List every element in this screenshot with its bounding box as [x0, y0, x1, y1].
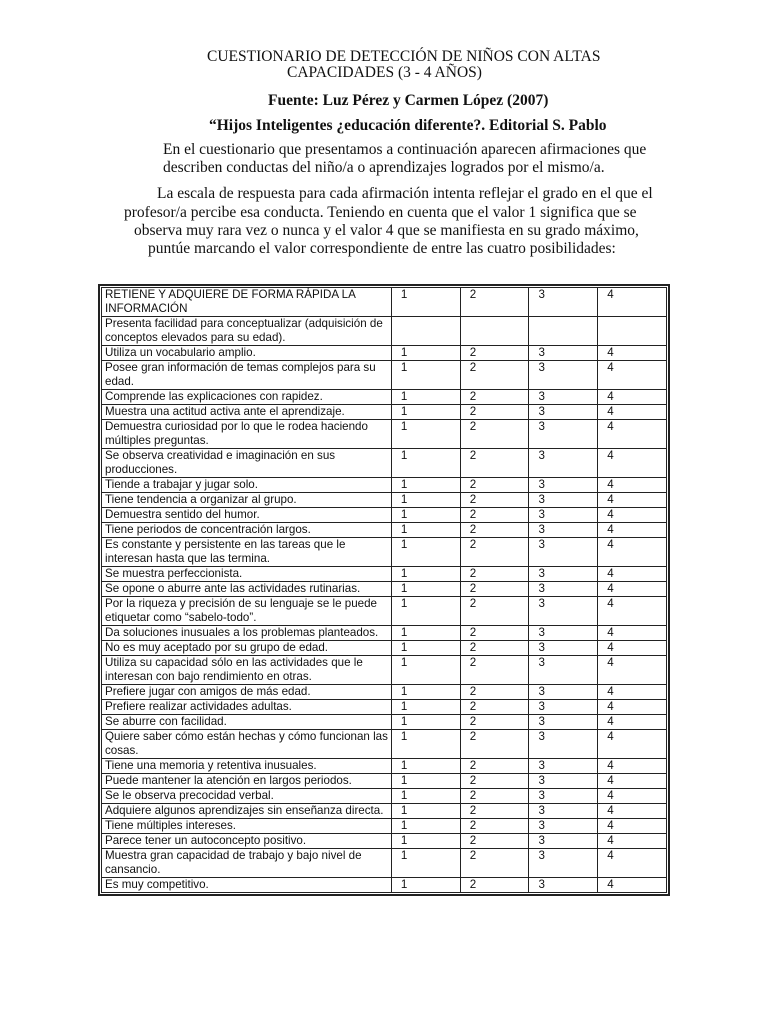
rating-option-1[interactable]: 1	[391, 789, 460, 804]
rating-option-3[interactable]: 3	[529, 774, 598, 789]
rating-option-2[interactable]: 2	[460, 361, 529, 390]
table-row	[102, 656, 667, 685]
rating-option-3[interactable]: 3	[529, 538, 598, 567]
table-row	[102, 567, 667, 582]
item-text: RETIENE Y ADQUIERE DE FORMA RÁPIDA LA INFORMACIÓN	[102, 288, 392, 317]
title-line-2: CAPACIDADES (3 - 4 AÑOS)	[287, 64, 482, 81]
table-row	[102, 834, 667, 849]
rating-option-2[interactable]: 2	[460, 804, 529, 819]
rating-option-3[interactable]: 3	[529, 493, 598, 508]
rating-option-2[interactable]: 2	[460, 849, 529, 878]
rating-option-2[interactable]: 2	[460, 715, 529, 730]
item-text: Se opone o aburre ante las actividades rutinarias.	[102, 582, 392, 597]
rating-option-3[interactable]: 3	[529, 420, 598, 449]
scale-line-3: observa muy rara vez o nunca y el valor 4 que se manifiesta en su grado máximo,	[134, 222, 639, 239]
rating-option-3[interactable]: 3	[529, 626, 598, 641]
rating-option-2[interactable]: 2	[460, 420, 529, 449]
table-row	[102, 700, 667, 715]
table-row	[102, 361, 667, 390]
rating-option-2[interactable]: 2	[460, 478, 529, 493]
item-text: Tiene periodos de concentración largos.	[102, 523, 392, 538]
rating-option-4[interactable]: 4	[598, 346, 667, 361]
rating-option-1[interactable]: 1	[391, 493, 460, 508]
rating-option-1[interactable]: 1	[391, 449, 460, 478]
rating-option-3[interactable]: 3	[529, 567, 598, 582]
rating-option-2[interactable]: 2	[460, 390, 529, 405]
rating-option-2[interactable]: 2	[460, 523, 529, 538]
rating-option-1[interactable]: 1	[391, 523, 460, 538]
item-text: Adquiere algunos aprendizajes sin enseñanza directa.	[102, 804, 392, 819]
rating-option-4[interactable]: 4	[598, 449, 667, 478]
table-row	[102, 288, 667, 317]
table-row	[102, 878, 667, 893]
rating-option-1[interactable]: 1	[391, 849, 460, 878]
rating-option-1[interactable]: 1	[391, 685, 460, 700]
rating-option-3[interactable]: 3	[529, 478, 598, 493]
rating-option-2[interactable]: 2	[460, 597, 529, 626]
rating-option-3[interactable]: 3	[529, 346, 598, 361]
rating-option-3[interactable]: 3	[529, 523, 598, 538]
table-row	[102, 346, 667, 361]
rating-option-3[interactable]: 3	[529, 288, 598, 317]
rating-option-4[interactable]: 4	[598, 730, 667, 759]
rating-option-2[interactable]: 2	[460, 567, 529, 582]
rating-option-4[interactable]: 4	[598, 390, 667, 405]
item-text: Se aburre con facilidad.	[102, 715, 392, 730]
rating-option-4[interactable]: 4	[598, 597, 667, 626]
table-row	[102, 849, 667, 878]
rating-option-2[interactable]: 2	[460, 789, 529, 804]
rating-option-1[interactable]: 1	[391, 538, 460, 567]
table-row	[102, 774, 667, 789]
rating-option-4[interactable]: 4	[598, 420, 667, 449]
rating-option-2[interactable]: 2	[460, 582, 529, 597]
rating-option-1[interactable]: 1	[391, 478, 460, 493]
rating-option-4[interactable]: 4	[598, 493, 667, 508]
rating-option-4[interactable]: 4	[598, 759, 667, 774]
rating-option-2[interactable]: 2	[460, 759, 529, 774]
questionnaire-body	[102, 288, 667, 893]
item-text: Se observa creatividad e imaginación en sus producciones.	[102, 449, 392, 478]
item-text: Tiene tendencia a organizar al grupo.	[102, 493, 392, 508]
rating-option-1[interactable]: 1	[391, 626, 460, 641]
rating-option-1[interactable]: 1	[391, 819, 460, 834]
rating-option-3[interactable]: 3	[529, 405, 598, 420]
rating-option-2[interactable]: 2	[460, 538, 529, 567]
rating-option-1[interactable]: 1	[391, 759, 460, 774]
rating-option-1[interactable]: 1	[391, 730, 460, 759]
item-text: Tiende a trabajar y jugar solo.	[102, 478, 392, 493]
rating-option-4[interactable]: 4	[598, 567, 667, 582]
rating-option-3[interactable]: 3	[529, 849, 598, 878]
item-text: Muestra una actitud activa ante el aprendizaje.	[102, 405, 392, 420]
rating-option-2[interactable]: 2	[460, 700, 529, 715]
rating-option-1[interactable]: 1	[391, 804, 460, 819]
rating-option-2[interactable]: 2	[460, 493, 529, 508]
rating-option-4[interactable]: 4	[598, 523, 667, 538]
intro-line-2: describen conductas del niño/a o aprendizajes logrados por el mismo/a.	[163, 159, 605, 176]
table-row	[102, 804, 667, 819]
table-row	[102, 759, 667, 774]
rating-option-3[interactable]: 3	[529, 641, 598, 656]
rating-option-2[interactable]: 2	[460, 626, 529, 641]
rating-option-3[interactable]: 3	[529, 582, 598, 597]
rating-option-1[interactable]: 1	[391, 597, 460, 626]
rating-option-2[interactable]: 2	[460, 449, 529, 478]
item-text: Se muestra perfeccionista.	[102, 567, 392, 582]
rating-option-4[interactable]: 4	[598, 405, 667, 420]
rating-option-1[interactable]: 1	[391, 774, 460, 789]
item-text: Es constante y persistente en las tareas que le interesan hasta que las termina.	[102, 538, 392, 567]
rating-option-2[interactable]	[460, 317, 529, 346]
rating-option-4[interactable]: 4	[598, 626, 667, 641]
rating-option-3[interactable]: 3	[529, 715, 598, 730]
table-row	[102, 730, 667, 759]
rating-option-4[interactable]: 4	[598, 361, 667, 390]
rating-option-1[interactable]: 1	[391, 405, 460, 420]
rating-option-1[interactable]: 1	[391, 582, 460, 597]
item-text: Muestra gran capacidad de trabajo y bajo nivel de cansancio.	[102, 849, 392, 878]
item-text: Por la riqueza y precisión de su lenguaje se le puede etiquetar como “sabelo-todo”.	[102, 597, 392, 626]
item-text: Demuestra curiosidad por lo que le rodea haciendo múltiples preguntas.	[102, 420, 392, 449]
rating-option-4[interactable]: 4	[598, 700, 667, 715]
item-text: Puede mantener la atención en largos periodos.	[102, 774, 392, 789]
item-text: Prefiere jugar con amigos de más edad.	[102, 685, 392, 700]
rating-option-2[interactable]: 2	[460, 730, 529, 759]
rating-option-2[interactable]: 2	[460, 819, 529, 834]
rating-option-1[interactable]: 1	[391, 420, 460, 449]
rating-option-2[interactable]: 2	[460, 878, 529, 893]
rating-option-3[interactable]: 3	[529, 390, 598, 405]
rating-option-4[interactable]: 4	[598, 834, 667, 849]
rating-option-4[interactable]: 4	[598, 478, 667, 493]
rating-option-4[interactable]: 4	[598, 849, 667, 878]
item-text: Tiene múltiples intereses.	[102, 819, 392, 834]
rating-option-1[interactable]: 1	[391, 288, 460, 317]
table-row	[102, 819, 667, 834]
rating-option-1[interactable]	[391, 317, 460, 346]
item-text: Posee gran información de temas complejos para su edad.	[102, 361, 392, 390]
item-text: Demuestra sentido del humor.	[102, 508, 392, 523]
scale-line-4: puntúe marcando el valor correspondiente de entre las cuatro posibilidades:	[148, 240, 616, 257]
rating-option-4[interactable]: 4	[598, 508, 667, 523]
item-text: Parece tener un autoconcepto positivo.	[102, 834, 392, 849]
rating-option-2[interactable]: 2	[460, 508, 529, 523]
item-text: Prefiere realizar actividades adultas.	[102, 700, 392, 715]
table-row	[102, 715, 667, 730]
rating-option-1[interactable]: 1	[391, 361, 460, 390]
rating-option-3[interactable]: 3	[529, 804, 598, 819]
rating-option-4[interactable]: 4	[598, 685, 667, 700]
rating-option-4[interactable]	[598, 317, 667, 346]
intro-line-1: En el cuestionario que presentamos a continuación aparecen afirmaciones que	[163, 141, 647, 158]
table-row	[102, 538, 667, 567]
rating-option-3[interactable]: 3	[529, 834, 598, 849]
rating-option-2[interactable]: 2	[460, 834, 529, 849]
table-row	[102, 390, 667, 405]
item-text: Comprende las explicaciones con rapidez.	[102, 390, 392, 405]
rating-option-1[interactable]: 1	[391, 715, 460, 730]
item-text: Presenta facilidad para conceptualizar (adquisición de conceptos elevados para su edad).	[102, 317, 392, 346]
rating-option-4[interactable]: 4	[598, 288, 667, 317]
rating-option-3[interactable]: 3	[529, 508, 598, 523]
rating-option-3[interactable]: 3	[529, 597, 598, 626]
rating-option-2[interactable]: 2	[460, 774, 529, 789]
table-row	[102, 508, 667, 523]
rating-option-2[interactable]: 2	[460, 641, 529, 656]
item-text: Se le observa precocidad verbal.	[102, 789, 392, 804]
rating-option-1[interactable]: 1	[391, 641, 460, 656]
rating-option-3[interactable]: 3	[529, 789, 598, 804]
questionnaire-table	[101, 287, 667, 893]
rating-option-4[interactable]: 4	[598, 804, 667, 819]
table-row	[102, 685, 667, 700]
rating-option-3[interactable]: 3	[529, 730, 598, 759]
rating-option-4[interactable]: 4	[598, 641, 667, 656]
rating-option-1[interactable]: 1	[391, 346, 460, 361]
rating-option-2[interactable]: 2	[460, 346, 529, 361]
rating-option-4[interactable]: 4	[598, 538, 667, 567]
table-row	[102, 493, 667, 508]
rating-option-3[interactable]: 3	[529, 449, 598, 478]
item-text: Quiere saber cómo están hechas y cómo funcionan las cosas.	[102, 730, 392, 759]
rating-option-1[interactable]: 1	[391, 390, 460, 405]
table-row	[102, 789, 667, 804]
rating-option-1[interactable]: 1	[391, 508, 460, 523]
rating-option-3[interactable]: 3	[529, 700, 598, 715]
rating-option-1[interactable]: 1	[391, 567, 460, 582]
scale-line-2: profesor/a percibe esa conducta. Teniendo en cuenta que el valor 1 significa que se	[124, 204, 637, 221]
rating-option-1[interactable]: 1	[391, 878, 460, 893]
rating-option-3[interactable]: 3	[529, 878, 598, 893]
item-text: Utiliza un vocabulario amplio.	[102, 346, 392, 361]
rating-option-3[interactable]: 3	[529, 759, 598, 774]
rating-option-2[interactable]: 2	[460, 405, 529, 420]
table-row	[102, 449, 667, 478]
rating-option-1[interactable]: 1	[391, 700, 460, 715]
rating-option-2[interactable]: 2	[460, 656, 529, 685]
item-text: Tiene una memoria y retentiva inusuales.	[102, 759, 392, 774]
table-row	[102, 317, 667, 346]
rating-option-4[interactable]: 4	[598, 656, 667, 685]
rating-option-3[interactable]: 3	[529, 819, 598, 834]
table-row	[102, 641, 667, 656]
item-text: Da soluciones inusuales a los problemas planteados.	[102, 626, 392, 641]
rating-option-3[interactable]: 3	[529, 361, 598, 390]
rating-option-4[interactable]: 4	[598, 774, 667, 789]
item-text: Utiliza su capacidad sólo en las actividades que le interesan con bajo rendimiento en otras.	[102, 656, 392, 685]
rating-option-4[interactable]: 4	[598, 789, 667, 804]
title-line-1: CUESTIONARIO DE DETECCIÓN DE NIÑOS CON ALTAS	[207, 48, 601, 65]
table-row	[102, 626, 667, 641]
rating-option-3[interactable]	[529, 317, 598, 346]
rating-option-2[interactable]: 2	[460, 685, 529, 700]
rating-option-4[interactable]: 4	[598, 878, 667, 893]
scale-line-1: La escala de respuesta para cada afirmación intenta reflejar el grado en el que el	[157, 185, 653, 202]
table-row	[102, 405, 667, 420]
rating-option-4[interactable]: 4	[598, 715, 667, 730]
book-line: “Hijos Inteligentes ¿educación diferente?. Editorial S. Pablo	[209, 117, 607, 134]
source-line: Fuente: Luz Pérez y Carmen López (2007)	[268, 92, 549, 109]
table-row	[102, 582, 667, 597]
table-row	[102, 478, 667, 493]
table-row	[102, 597, 667, 626]
item-text: No es muy aceptado por su grupo de edad.	[102, 641, 392, 656]
rating-option-3[interactable]: 3	[529, 656, 598, 685]
table-row	[102, 420, 667, 449]
rating-option-3[interactable]: 3	[529, 685, 598, 700]
table-row	[102, 523, 667, 538]
item-text: Es muy competitivo.	[102, 878, 392, 893]
rating-option-4[interactable]: 4	[598, 819, 667, 834]
rating-option-2[interactable]: 2	[460, 288, 529, 317]
rating-option-1[interactable]: 1	[391, 834, 460, 849]
rating-option-4[interactable]: 4	[598, 582, 667, 597]
rating-option-1[interactable]: 1	[391, 656, 460, 685]
